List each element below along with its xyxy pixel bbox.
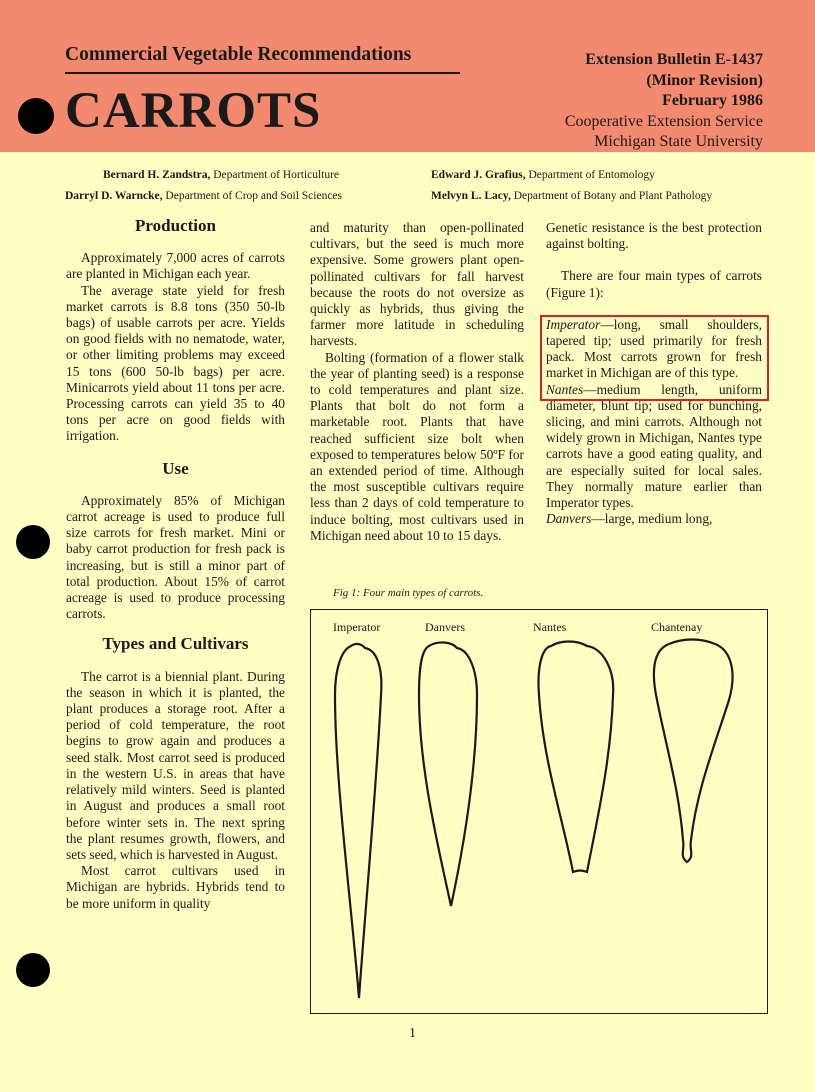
imperator-para: Imperator—long, small shoulders, tapered tip; used primarily for fresh pack. Most carrots grown for fresh market in Michigan are of this type. [546,316,762,381]
author-3: Edward J. Grafius, Department of Entomology [431,169,655,181]
column-1 [66,218,285,912]
col3-para-2: There are four main types of carrots (Figure 1): [546,268,762,300]
col3-para-1: Genetic resistance is the best protection against bolting. [546,220,762,252]
bulletin-date: February 1986 [662,92,763,109]
carrot-danvers [419,642,477,906]
page-number: 1 [409,1026,416,1041]
imperator-highlight-box [540,315,769,401]
carrot-chantenay [654,640,733,863]
bulletin-number: Extension Bulletin E-1437 [585,51,763,68]
bulletin-info [565,50,763,153]
col2-para-bolting: Bolting (formation of a flower stalk the year of planting seed) is a response to cold temperatures and plant size. Plants that bolt do not form a marketable root. Plants that have reached sufficient size bolt when exposed to temperatures below 50ºF for an extended period of time. Although the most susceptible cultivars require less than 2 days of cold temperature to induce bolting, most cultivars used in Michigan need about 10 to 15 days. [310,349,524,543]
carrot-drawings [311,610,767,1013]
author-2: Darryl D. Warncke, Department of Crop and Soil Sciences [65,190,343,202]
authors-left [65,165,343,207]
label-imperator: Imperator [333,620,381,634]
danvers-para: Danvers—large, medium long, [546,511,713,527]
figure-box [310,609,768,1014]
types-para-1: The carrot is a biennial plant. During the season in which it is planted, the plant produces a storage root. After a period of cold temperature, the root begins to grow again and produces a seed stalk. Most carrot seed is produced in the western U.S. in areas that have relatively mild winters. Seed is planted in August and produces a small root before winter sets in. The next spring the plant resumes growth, flowers, and sets seed, which is harvested in August. [66,668,285,862]
authors-right [431,165,712,207]
label-chantenay: Chantenay [651,620,703,634]
use-para: Approximately 85% of Michigan carrot acreage is used to produce full size carrots for fresh market. Mini or baby carrot production for fresh pack is increasing, but is still a minor part of total production. About 15% of carrot acreage is used to produce processing carrots. [66,492,285,622]
author-4: Melvyn L. Lacy, Department of Botany and Plant Pathology [431,190,713,202]
heading-use: Use [162,458,189,478]
title-bullet [18,98,54,134]
heading-types: Types and Cultivars [102,634,249,654]
column-2 [310,220,524,544]
nantes-para: Nantes—medium length, uniform diameter, blunt tip; used for bunching, slicing, and mini carrots. Although not widely grown in Michigan, Nantes type carrots have a good eating quality, and are especially suited for local sales. They normally mature earlier than Imperator types. [546,381,762,511]
header-banner [0,0,815,152]
heading-production: Production [135,216,216,235]
label-nantes: Nantes [533,620,567,634]
figure-caption: Fig 1: Four main types of carrots. [333,587,484,599]
label-danvers: Danvers [425,620,465,634]
col2-para-1: and maturity than open-pollinated cultivars, but the seed is much more expensive. Some growers plant open-pollinated cultivars for fall harvest because the roots do not oversize as quickly as hybrids, thus giving the farmer more latitude in scheduling harvests. [310,220,524,349]
page-title: CARROTS [65,83,322,139]
extension-service: Cooperative Extension Service [564,112,763,130]
series-rule [65,72,460,74]
author-1: Bernard H. Zandstra, Department of Horticulture [103,169,340,181]
university: Michigan State University [594,133,763,150]
carrot-imperator [335,644,381,998]
production-para-2: The average state yield for fresh market carrots is 8.8 tons (350 50-lb bags) of usable carrots per acre. Yields on good fields with no nematode, water, or other limiting problems may exceed 15 tons (600 50-lb bags) per acre. Minicarrots yield about 11 tons per acre. Processing carrots can yield 35 to 40 tons per acre on good fields with irrigation. [66,282,285,444]
punch-hole-lower [16,953,50,987]
types-para-2: Most carrot cultivars used in Michigan are hybrids. Hybrids tend to be more uniform in quality [66,863,285,911]
bulletin-revision: (Minor Revision) [646,71,763,89]
carrot-nantes [539,642,614,873]
production-para-1: Approximately 7,000 acres of carrots are planted in Michigan each year. [66,250,285,282]
series-title: Commercial Vegetable Recommendations [65,44,412,65]
punch-hole-upper [16,525,50,559]
